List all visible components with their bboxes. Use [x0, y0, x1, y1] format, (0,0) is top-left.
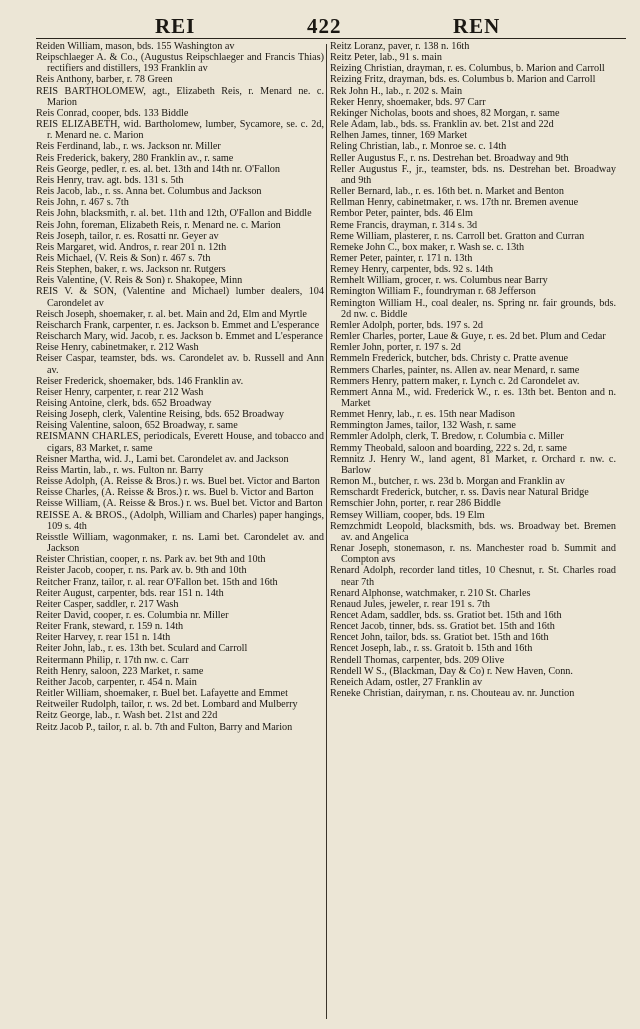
directory-entry: Reiter Frank, steward, r. 159 n. 14th [36, 621, 184, 633]
directory-entry: Rembor Peter, painter, bds. 46 Elm [330, 208, 473, 220]
directory-entry: Remmeln Frederick, butcher, bds. Christy c. Pratte avenue [330, 353, 569, 365]
directory-entry: Reitz Jacob P., tailor, r. al. b. 7th and Fulton, Barry and Marion [36, 721, 293, 733]
directory-entry: Reiter Harvey, r. rear 151 n. 14th [36, 632, 171, 644]
directory-entry: Reis Frederick, bakery, 280 Franklin av., r. same [36, 152, 234, 164]
directory-entry: Remon M., butcher, r. ws. 23d b. Morgan and Franklin av [330, 476, 565, 488]
directory-entry: Rencet Jacob, tinner, bds. ss. Gratiot bet. 15th and 16th [330, 621, 555, 633]
directory-entry: Reis George, pedler, r. es. al. bet. 13th and 14th nr. O'Fallon [36, 163, 280, 175]
directory-entry: Remler Charles, porter, Laue & Guye, r. es. 2d bet. Plum and Cedar [330, 331, 606, 343]
header-left-guide-word: REI [155, 14, 196, 38]
directory-entry: Remmers Henry, pattern maker, r. Lynch c. 2d Carondelet av. [330, 375, 580, 387]
directory-entry: Rele Adam, lab., bds. ss. Franklin av. bet. 21st and 22d [330, 119, 554, 131]
directory-entry: Reiden William, mason, bds. 155 Washington av [36, 41, 235, 52]
directory-entry: Reiter Casper, saddler, r. 217 Wash [36, 598, 179, 610]
directory-entry: Reizing Fritz, drayman, bds. es. Columbus b. Marion and Carroll [330, 74, 596, 86]
right-column [330, 41, 616, 1021]
directory-entry: REIS ELIZABETH, wid. Bartholomew, lumber, Sycamore, se. c. 2d, r. Menard ne. c. Marion [36, 119, 324, 142]
directory-entry: Rendell Thomas, carpenter, bds. 209 Olive [330, 654, 505, 666]
directory-entry: REISMANN CHARLES, periodicals, Everett House, and tobacco and cigars, 83 Market, r. same [36, 431, 324, 454]
directory-entry: Reller Augustus F., jr., teamster, bds. ns. Destrehan bet. Broadway and 9th [330, 163, 616, 186]
directory-entry: Reis Margaret, wid. Andros, r. rear 201 n. 12th [36, 241, 227, 253]
directory-entry: Reme Francis, drayman, r. 314 s. 3d [330, 219, 478, 231]
directory-entry: Remler Adolph, porter, bds. 197 s. 2d [330, 319, 483, 331]
directory-entry: Reller Bernard, lab., r. es. 16th bet. n. Market and Benton [330, 186, 564, 198]
directory-entry: Reitweiler Rudolph, tailor, r. ws. 2d bet. Lombard and Mulberry [36, 699, 298, 711]
directory-entry: Rencet Joseph, lab., r. ss. Gratoit b. 15th and 16th [330, 643, 533, 655]
directory-entry: Reiss Martin, lab., r. ws. Fulton nr. Barry [36, 464, 204, 476]
directory-entry: Rendell W S., (Blackman, Day & Co) r. New Haven, Conn. [330, 665, 573, 677]
directory-entry: Reith Henry, saloon, 223 Market, r. same [36, 665, 204, 677]
directory-entry: Reis Jacob, lab., r. ss. Anna bet. Columbus and Jackson [36, 186, 262, 198]
directory-entry: Reiser Caspar, teamster, bds. ws. Carondelet av. b. Russell and Ann av. [36, 353, 324, 376]
directory-entry: Reitz Loranz, paver, r. 138 n. 16th [330, 41, 470, 52]
directory-entry: Remsey William, cooper, bds. 19 Elm [330, 509, 485, 521]
directory-entry: Reis Henry, trav. agt. bds. 131 s. 5th [36, 174, 184, 186]
directory-entry: Rek John H., lab., r. 202 s. Main [330, 85, 463, 97]
directory-entry: Reise Henry, cabinetmaker, r. 212 Wash [36, 342, 199, 354]
directory-entry: Remmler Adolph, clerk, T. Bredow, r. Columbia c. Miller [330, 431, 564, 443]
directory-entry: Remzchmidt Leopold, blacksmith, bds. ws. Broadway bet. Bremen av. and Angelica [330, 520, 616, 543]
directory-entry: Rencet Adam, saddler, bds. ss. Gratiot bet. 15th and 16th [330, 609, 562, 621]
directory-entry: Remey Henry, carpenter, bds. 92 s. 14th [330, 264, 494, 276]
directory-entry: Reiser Frederick, shoemaker, bds. 146 Franklin av. [36, 375, 244, 387]
directory-entry: Reis Conrad, cooper, bds. 133 Biddle [36, 107, 189, 119]
directory-entry: Remmet Henry, lab., r. es. 15th near Madison [330, 409, 515, 421]
directory-entry: Reitz George, lab., r. Wash bet. 21st and 22d [36, 710, 218, 722]
directory-entry: Reither Jacob, carpenter, r. 454 n. Main [36, 676, 197, 688]
directory-entry: Reitermann Philip, r. 17th nw. c. Carr [36, 654, 189, 666]
left-column [36, 41, 324, 1021]
directory-entry: Reis Michael, (V. Reis & Son) r. 467 s. 7th [36, 252, 211, 264]
directory-entry: Reitz Peter, lab., 91 s. main [330, 52, 442, 64]
directory-entry: REIS BARTHOLOMEW, agt., Elizabeth Reis, r. Menard ne. c. Marion [36, 85, 324, 108]
directory-entry: REIS V. & SON, (Valentine and Michael) lumber dealers, 104 Carondelet av [36, 286, 324, 309]
directory-entry: Reiter John, lab., r. es. 13th bet. Sculard and Carroll [36, 643, 248, 655]
directory-entry: Renar Joseph, stonemason, r. ns. Manchester road b. Summit and Compton avs [330, 543, 616, 566]
header-rule [36, 38, 626, 39]
directory-entry: Reisse Adolph, (A. Reisse & Bros.) r. ws. Buel bet. Victor and Barton [36, 476, 320, 488]
directory-entry: Reis Ferdinand, lab., r. ws. Jackson nr. Miller [36, 141, 221, 153]
directory-entry: Reker Henry, shoemaker, bds. 97 Carr [330, 96, 486, 108]
directory-entry: Reisstle William, wagonmaker, r. ns. Lami bet. Carondelet av. and Jackson [36, 531, 324, 555]
directory-entry: Reneich Adam, ostler, 27 Franklin av [330, 676, 483, 688]
directory-entry: Reis John, foreman, Elizabeth Reis, r. Menard ne. c. Marion [36, 219, 281, 231]
directory-entry: Reister Jacob, cooper, r. ns. Park av. b. 9th and 10th [36, 565, 247, 577]
directory-entry: Reitler William, shoemaker, r. Buel bet. Lafayette and Emmet [36, 688, 288, 700]
directory-entry: Remmington James, tailor, 132 Wash, r. same [330, 420, 516, 432]
directory-entry: Reiter August, carpenter, bds. rear 151 n. 14th [36, 587, 224, 599]
directory-entry: Remmers Charles, painter, ns. Allen av. near Menard, r. same [330, 364, 580, 376]
directory-entry: Reis Joseph, tailor, r. es. Rosatti nr. Geyer av [36, 230, 219, 242]
directory-entry: Relhen James, tinner, 169 Market [330, 130, 468, 142]
directory-entry: Reisch Joseph, shoemaker, r. al. bet. Main and 2d, Elm and Myrtle [36, 308, 307, 320]
directory-entry: Reling Christian, lab., r. Monroe se. c. 14th [330, 141, 507, 153]
directory-entry: Rencet John, tailor, bds. ss. Gratiot bet. 15th and 16th [330, 632, 549, 644]
directory-entry: Reis Stephen, baker, r. ws. Jackson nr. Rutgers [36, 264, 226, 276]
directory-entry: REISSE A. & BROS., (Adolph, William and Charles) paper hangings, 109 s. 4th [36, 509, 324, 532]
directory-entry: Reis John, blacksmith, r. al. bet. 11th and 12th, O'Fallon and Biddle [36, 208, 312, 220]
directory-entry: Reipschlaeger A. & Co., (Augustus Reipschlaeger and Francis Thias) rectifiers and distillers, 193 Franklin av [36, 52, 324, 75]
header-right-guide-word: REN [453, 14, 501, 38]
directory-entry: Reising Antoine, clerk, bds. 652 Broadway [36, 398, 212, 409]
directory-entry: Reneke Christian, dairyman, r. ns. Chouteau av. nr. Junction [330, 688, 575, 700]
directory-entry: Reitcher Franz, tailor, r. al. rear O'Fallon bet. 15th and 16th [36, 576, 278, 588]
page-number: 422 [307, 14, 342, 38]
directory-entry: Reizing Christian, drayman, r. es. Columbus, b. Marion and Carroll [330, 63, 605, 75]
directory-entry: Reischarch Mary, wid. Jacob, r. es. Jackson b. Emmet and L'esperance [36, 331, 323, 343]
directory-entry: Reisse William, (A. Reisse & Bros.) r. ws. Buel bet. Victor and Barton [36, 498, 323, 510]
column-divider [326, 44, 327, 1019]
directory-entry: Rekinger Nicholas, boots and shoes, 82 Morgan, r. same [330, 107, 560, 119]
directory-entry: Reister Christian, cooper, r. ns. Park av. bet 9th and 10th [36, 554, 266, 566]
directory-entry: Renard Alphonse, watchmaker, r. 210 St. Charles [330, 587, 531, 599]
directory-entry: Remler John, porter, r. 197 s. 2d [330, 342, 461, 354]
directory-entry: Remschardt Frederick, butcher, r. ss. Davis near Natural Bridge [330, 487, 589, 499]
directory-entry: Reising Joseph, clerk, Valentine Reising, bds. 652 Broadway [36, 409, 284, 421]
page-header [0, 8, 640, 40]
directory-entry: Renaud Jules, jeweler, r. rear 191 s. 7th [330, 598, 490, 610]
directory-entry: Reis John, r. 467 s. 7th [36, 197, 129, 209]
directory-entry: Remeke John C., box maker, r. Wash se. c. 13th [330, 241, 525, 253]
directory-entry: Reiter David, cooper, r. es. Columbia nr. Miller [36, 609, 229, 621]
directory-entry: Reller Augustus F., r. ns. Destrehan bet. Broadway and 9th [330, 152, 569, 164]
directory-entry: Reisner Martha, wid. J., Lami bet. Carondelet av. and Jackson [36, 453, 289, 465]
directory-entry: Remnitz J. Henry W., land agent, 81 Market, r. Orchard r. nw. c. Barlow [330, 453, 616, 476]
directory-entry: Remer Peter, painter, r. 171 n. 13th [330, 252, 473, 264]
directory-entry: Remington William H., coal dealer, ns. Spring nr. fair grounds, bds. 2d nw. c. Biddle [330, 297, 616, 320]
directory-entry: Remmy Theobald, saloon and boarding, 222 s. 2d, r. same [330, 442, 567, 454]
directory-entry: Remmert Anna M., wid. Frederick W., r. es. 13th bet. Benton and n. Market [330, 386, 616, 409]
directory-entry: Reme William, plasterer, r. ns. Carroll bet. Gratton and Curran [330, 230, 585, 242]
directory-entry: Reiser Henry, carpenter, r. rear 212 Wash [36, 386, 204, 398]
directory-entry: Rellman Henry, cabinetmaker, r. ws. 17th nr. Bremen avenue [330, 197, 579, 209]
directory-entry: Remschier John, porter, r. rear 286 Biddle [330, 498, 501, 510]
directory-entry: Renard Adolph, recorder land titles, 10 Chesnut, r. St. Charles road near 7th [330, 565, 616, 588]
directory-entry: Reisse Charles, (A. Reisse & Bros.) r. ws. Buel b. Victor and Barton [36, 487, 314, 499]
directory-entry: Reis Anthony, barber, r. 78 Green [36, 74, 173, 86]
directory-entry: Remhelt William, grocer, r. ws. Columbus near Barry [330, 275, 548, 287]
directory-entry: Reischarch Frank, carpenter, r. es. Jackson b. Emmet and L'esperance [36, 319, 320, 331]
directory-entry: Remington William F., foundryman r. 68 Jefferson [330, 286, 536, 298]
directory-entry: Reising Valentine, saloon, 652 Broadway, r. same [36, 420, 238, 432]
directory-entry: Reis Valentine, (V. Reis & Son) r. Shakopee, Minn [36, 275, 243, 287]
